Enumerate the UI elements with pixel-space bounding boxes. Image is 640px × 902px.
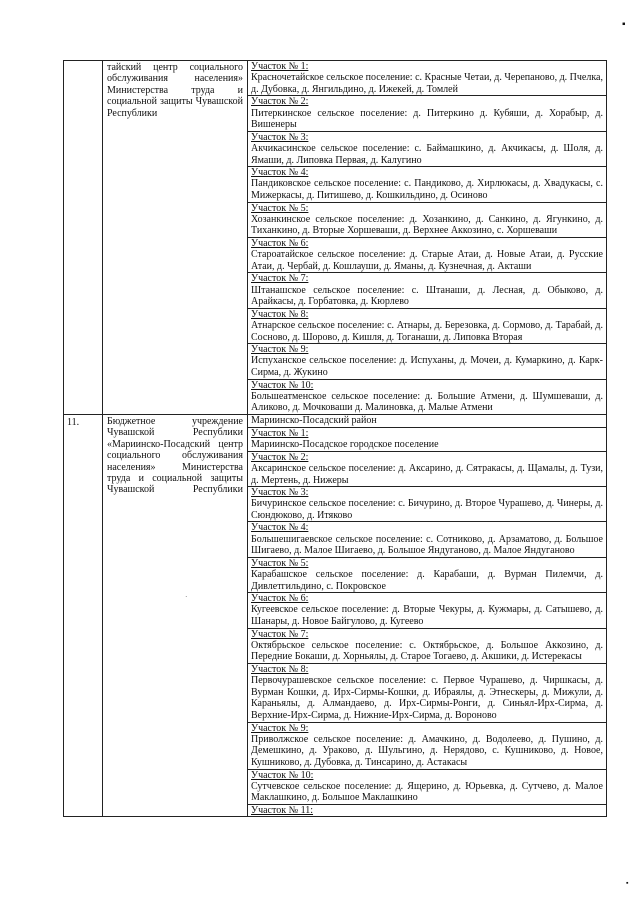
- plot-settlements: Кугеевское сельское поселение: д. Вторые Чекуры, д. Кужмары, д. Сатышево, д. Шанары, д. Новое Байгулово, д. Кугеево: [251, 604, 603, 628]
- plot-settlements: Приволжское сельское поселение: д. Амачкино, д. Водолеево, д. Пушино, д. Демешкино, д. Ураково, д. Шульгино, д. Нерядово, с. Кушниково, д. Новое, Кушниково, д. Дубовка, д. Тинсарино, д. Астакасы: [251, 733, 603, 769]
- plot-title: Участок № 7:: [251, 273, 309, 285]
- plot-entry: [248, 61, 606, 96]
- plot-entry: [248, 487, 606, 522]
- plots-cell: [248, 61, 607, 415]
- plot-entry: [248, 273, 606, 308]
- plot-settlements: Питеркинское сельское поселение: д. Питеркино д. Кубяши, д. Хорабыр, д. Вишенеры: [251, 107, 603, 131]
- plot-title: Участок № 11:: [251, 805, 314, 816]
- organization-cell: [103, 61, 248, 415]
- organization-name: Бюджетное учреждение Чувашской Республики «Мариинско-Посадский центр социального обслуживания населения» Министерства труда и социальной защиты Чувашской Республики: [107, 415, 243, 496]
- plot-entry: [248, 344, 606, 379]
- plot-entry: [248, 203, 606, 238]
- plot-settlements: Хозанкинское сельское поселение: д. Хозанкино, д. Санкино, д. Ягункино, д. Тиханкино, д. Вторые Хоршеваши, д. Верхнее Аккозино, с. Хоршеваши: [251, 213, 603, 237]
- plot-settlements: Сутчевское сельское поселение: д. Ящерино, д. Юрьевка, д. Сутчево, д. Малое Маклашкино, д. Большое Маклашкино: [251, 780, 603, 804]
- plot-settlements: Красночетайское сельское поселение: с. Красные Четаи, д. Черепаново, д. Пчелка, д. Дубовка, д. Янгильдино, д. Ижекей, д. Томлей: [251, 72, 603, 95]
- plot-entry: [248, 96, 606, 131]
- plot-title: Участок № 6:: [251, 237, 309, 249]
- plot-entry: [248, 452, 606, 487]
- plot-entry: [248, 629, 606, 664]
- plot-settlements: Акчикасинское сельское поселение: с. Баймашкино, д. Акчикасы, д. Шоля, д. Ямаши, д. Липовка Первая, д. Калугино: [251, 142, 603, 166]
- plots-list: [248, 428, 606, 816]
- plot-title: Участок № 9:: [251, 344, 309, 356]
- table-row: [64, 414, 607, 816]
- plot-entry: [248, 664, 606, 723]
- plot-title: Участок № 5:: [251, 557, 309, 569]
- plot-title: Участок № 10:: [251, 769, 314, 781]
- plot-settlements: Октябрьское сельское поселение: с. Октябрьское, д. Большое Аккозино, д. Передние Бокаши, д. Хорньялы, д. Старое Тогаево, д. Акшики, д. Истерекасы: [251, 639, 603, 663]
- organization-name: тайский центр социального обслуживания населения» Министерства труда и социальной защиты Чувашской Республики: [107, 62, 243, 119]
- plot-entry: [248, 380, 606, 414]
- plot-settlements: Большешигаевское сельское поселение: с. Сотниково, д. Арзаматово, д. Большое Шигаево, д. Малое Шигаево, д. Большое Яндуганово, д. Малое Яндуганово: [251, 533, 603, 557]
- plot-title: Участок № 8:: [251, 308, 309, 320]
- plots-list: [248, 61, 606, 414]
- plot-title: Участок № 7:: [251, 628, 309, 640]
- plot-settlements: Штанашское сельское поселение: с. Штанаши, д. Лесная, д. Обыково, д. Арайкасы, д. Горбатовка, д. Кюрлево: [251, 284, 603, 308]
- plot-settlements: Большеатменское сельское поселение: д. Большие Атмени, д. Шумшеваши, д. Аликово, д. Мочковаши д. Малиновка, д. Малые Атмени: [251, 390, 603, 414]
- plot-entry: [248, 238, 606, 273]
- plot-entry: [248, 167, 606, 202]
- plot-title: Участок № 10:: [251, 379, 314, 391]
- table-row: [64, 61, 607, 415]
- plot-entry: [248, 309, 606, 344]
- plot-entry: [248, 805, 606, 816]
- plot-entry: [248, 428, 606, 452]
- plots-cell: [248, 414, 607, 816]
- plot-settlements: Атнарское сельское поселение: с. Атнары, д. Березовка, д. Сормово, д. Тарабай, д. Сосново, д. Шорово, д. Кишля, д. Тоганаши, д. Липовка Вторая: [251, 319, 603, 343]
- organization-cell: [103, 414, 248, 816]
- plot-settlements: Карабашское сельское поселение: д. Карабаши, д. Вурман Пилемчи, д. Дивлетгильдино, с. Покровское: [251, 569, 603, 592]
- plot-title: Участок № 4:: [251, 167, 309, 179]
- plot-title: Участок № 5:: [251, 202, 309, 214]
- allocation-table: [63, 60, 607, 817]
- scan-dot-top: ▪: [622, 19, 626, 30]
- row-number-cell: 11.: [64, 414, 103, 816]
- plot-entry: [248, 132, 606, 167]
- plot-settlements: Испуханское сельское поселение: д. Испуханы, д. Мочеи, д. Кумаркино, д. Карк-Сирма, д. Жукино: [251, 355, 603, 378]
- scan-dot-left: ˙: [185, 595, 188, 603]
- plot-title: Участок № 3:: [251, 131, 309, 143]
- plot-entry: [248, 593, 606, 628]
- district-name: Мариинско-Посадский район: [248, 415, 606, 428]
- plot-title: Участок № 3:: [251, 487, 309, 499]
- plot-title: Участок № 4:: [251, 522, 309, 534]
- plot-settlements: Первочурашевское сельское поселение: с. Первое Чурашево, д. Чиршкасы, д. Вурман Кошки, д. Ирх-Сирмы-Кошки, д. Ибраялы, д. Этнескеры, д. Мижули, д. Караньялы, д. Алмандаево, д. Ирх-Сирмы-Ронги, д. Синьял-Ирх-Сирма, д. Верхние-Ирх-Сирма, д. Нижние-Ирх-Сирма, д. Вороново: [251, 675, 603, 722]
- plot-title: Участок № 1:: [251, 427, 309, 439]
- scan-dot-bottom: ▪: [626, 879, 629, 887]
- plot-entry: [248, 723, 606, 770]
- plot-settlements: Аксаринское сельское поселение: д. Аксарино, д. Сятракасы, д. Щамалы, д. Тузи, д. Мертень, д. Нижеры: [251, 462, 603, 486]
- plot-title: Участок № 2:: [251, 96, 309, 108]
- plot-settlements: Пандиковское сельское поселение: с. Пандиково, д. Хирлюкасы, д. Хвадукасы, с. Мижеркасы, д. Питишево, д. Кошкильдино, д. Осиново: [251, 178, 603, 201]
- plot-settlements: Староатайское сельское поселение: д. Старые Атаи, д. Новые Атаи, д. Русские Атаи, д. Чербай, д. Кошлауши, д. Яманы, д. Кузнечная, д. Акташи: [251, 249, 603, 272]
- plot-settlements: Мариинско-Посадское городское поселение: [251, 439, 439, 451]
- plot-title: Участок № 8:: [251, 664, 309, 676]
- plot-title: Участок № 1:: [251, 61, 309, 72]
- plot-settlements: Бичуринское сельское поселение: с. Бичурино, д. Второе Чурашево, д. Чинеры, д. Сюндюково, д. Итяково: [251, 498, 603, 521]
- row-number-cell: [64, 61, 103, 415]
- plot-title: Участок № 2:: [251, 451, 309, 463]
- plot-entry: [248, 522, 606, 557]
- plot-entry: [248, 558, 606, 593]
- plot-title: Участок № 6:: [251, 593, 309, 605]
- plot-entry: [248, 770, 606, 805]
- plot-title: Участок № 9:: [251, 722, 309, 734]
